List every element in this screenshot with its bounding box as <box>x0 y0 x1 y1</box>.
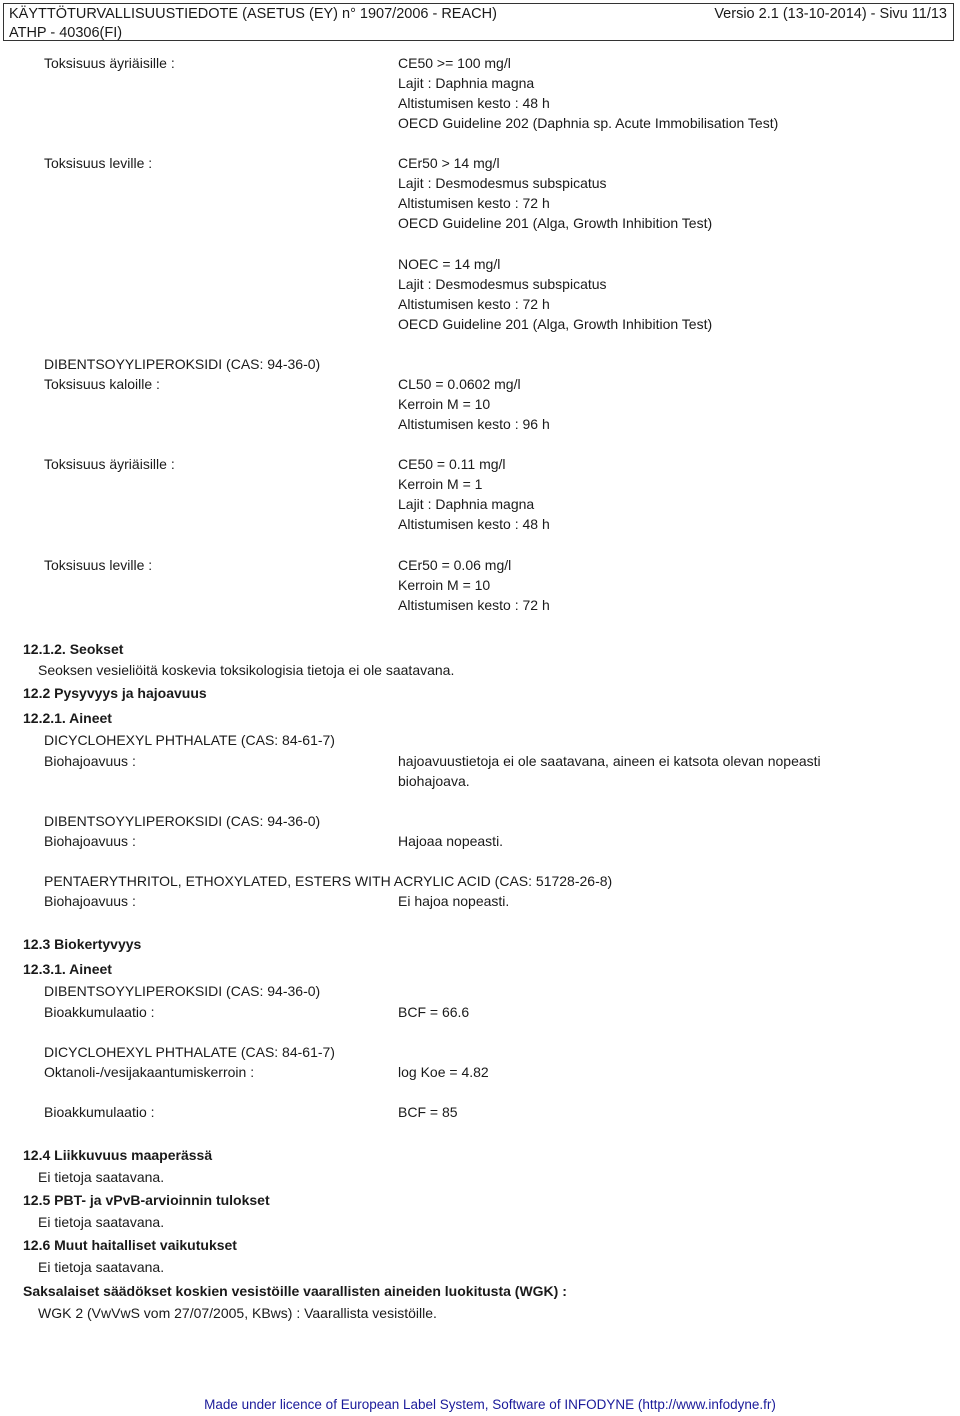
document-title: KÄYTTÖTURVALLISUUSTIEDOTE (ASETUS (EY) n° 1907/2006 - REACH) <box>9 6 497 22</box>
tox-value-line: CEr50 > 14 mg/l <box>398 155 500 171</box>
version-page: Versio 2.1 (13-10-2014) - Sivu 11/13 <box>714 6 947 22</box>
section-text: Ei tietoja saatavana. <box>38 1214 165 1230</box>
tox-value-line: Altistumisen kesto : 96 h <box>398 416 550 432</box>
tox-value-line: Lajit : Daphnia magna <box>398 496 535 512</box>
biodegradability-label: Biohajoavuus : <box>44 833 136 849</box>
substance-name: DIBENTSOYYLIPEROKSIDI (CAS: 94-36-0) <box>44 983 321 999</box>
tox-value-line: Lajit : Desmodesmus subspicatus <box>398 175 607 191</box>
tox-value-line: Altistumisen kesto : 72 h <box>398 195 550 211</box>
bioaccumulation-label: Bioakkumulaatio : <box>44 1004 155 1020</box>
section-heading-12-2: 12.2 Pysyvyys ja hajoavuus <box>23 685 207 701</box>
footer-licence <box>0 1397 960 1412</box>
section-heading-12-5: 12.5 PBT- ja vPvB-arvioinnin tulokset <box>23 1192 270 1208</box>
substance-name: DICYCLOHEXYL PHTHALATE (CAS: 84-61-7) <box>44 1044 335 1060</box>
tox-fish-label: Toksisuus kaloille : <box>44 376 160 392</box>
tox-value-line: OECD Guideline 202 (Daphnia sp. Acute Immobilisation Test) <box>398 115 779 131</box>
document-header <box>3 3 954 41</box>
tox-value-line: Altistumisen kesto : 72 h <box>398 296 550 312</box>
tox-value-line: Altistumisen kesto : 48 h <box>398 516 550 532</box>
section-text: Seoksen vesieliöitä koskevia toksikologisia tietoja ei ole saatavana. <box>38 662 455 678</box>
product-code: ATHP - 40306(FI) <box>9 25 123 41</box>
section-heading-12-3: 12.3 Biokertyvyys <box>23 936 142 952</box>
biodegradability-value: Ei hajoa nopeasti. <box>398 893 510 909</box>
substance-name: DIBENTSOYYLIPEROKSIDI (CAS: 94-36-0) <box>44 356 321 372</box>
partition-coefficient-value: log Koe = 4.82 <box>398 1064 489 1080</box>
biodegradability-label: Biohajoavuus : <box>44 753 136 769</box>
substance-name: DICYCLOHEXYL PHTHALATE (CAS: 84-61-7) <box>44 732 335 748</box>
section-heading-12-1-2: 12.1.2. Seokset <box>23 641 124 657</box>
section-heading-12-3-1: 12.3.1. Aineet <box>23 961 112 977</box>
bioaccumulation-value: BCF = 85 <box>398 1104 458 1120</box>
section-heading-12-4: 12.4 Liikkuvuus maaperässä <box>23 1147 213 1163</box>
tox-value-line: Kerroin M = 1 <box>398 476 483 492</box>
biodegradability-value: biohajoava. <box>398 773 470 789</box>
bioaccumulation-label: Bioakkumulaatio : <box>44 1104 155 1120</box>
tox-value-line: CE50 >= 100 mg/l <box>398 55 511 71</box>
bioaccumulation-value: BCF = 66.6 <box>398 1004 470 1020</box>
section-text: Ei tietoja saatavana. <box>38 1259 165 1275</box>
tox-value-line: Lajit : Daphnia magna <box>398 75 535 91</box>
wgk-text: WGK 2 (VwVwS vom 27/07/2005, KBws) : Vaarallista vesistöille. <box>38 1305 437 1321</box>
section-text: Ei tietoja saatavana. <box>38 1169 165 1185</box>
tox-value-line: CE50 = 0.11 mg/l <box>398 456 506 472</box>
wgk-heading: Saksalaiset säädökset koskien vesistöille vaarallisten aineiden luokitusta (WGK) : <box>23 1283 567 1299</box>
biodegradability-value: Hajoaa nopeasti. <box>398 833 504 849</box>
section-heading-12-6: 12.6 Muut haitalliset vaikutukset <box>23 1237 237 1253</box>
biodegradability-label: Biohajoavuus : <box>44 893 136 909</box>
tox-value-line: OECD Guideline 201 (Alga, Growth Inhibition Test) <box>398 316 713 332</box>
tox-value-line: Kerroin M = 10 <box>398 577 491 593</box>
tox-value-line: Altistumisen kesto : 48 h <box>398 95 550 111</box>
footer-text: Made under licence of European Label System, Software of INFODYNE (http://www.infodyne.fr) <box>204 1397 776 1412</box>
tox-value-line: OECD Guideline 201 (Alga, Growth Inhibition Test) <box>398 215 713 231</box>
tox-value-line: Lajit : Desmodesmus subspicatus <box>398 276 607 292</box>
tox-algae-label: Toksisuus leville : <box>44 557 153 573</box>
section-heading-12-2-1: 12.2.1. Aineet <box>23 710 112 726</box>
partition-coefficient-label: Oktanoli-/vesijakaantumiskerroin : <box>44 1064 255 1080</box>
tox-crustacean-label: Toksisuus äyriäisille : <box>44 55 175 71</box>
tox-crustacean-label: Toksisuus äyriäisille : <box>44 456 175 472</box>
tox-value-line: CEr50 = 0.06 mg/l <box>398 557 512 573</box>
substance-name: DIBENTSOYYLIPEROKSIDI (CAS: 94-36-0) <box>44 813 321 829</box>
tox-value-line: CL50 = 0.0602 mg/l <box>398 376 521 392</box>
tox-algae-label: Toksisuus leville : <box>44 155 153 171</box>
tox-value-line: Kerroin M = 10 <box>398 396 491 412</box>
substance-name: PENTAERYTHRITOL, ETHOXYLATED, ESTERS WITH ACRYLIC ACID (CAS: 51728-26-8) <box>44 873 613 889</box>
biodegradability-value: hajoavuustietoja ei ole saatavana, aineen ei katsota olevan nopeasti <box>398 753 821 769</box>
tox-value-line: Altistumisen kesto : 72 h <box>398 597 550 613</box>
tox-value-line: NOEC = 14 mg/l <box>398 256 501 272</box>
